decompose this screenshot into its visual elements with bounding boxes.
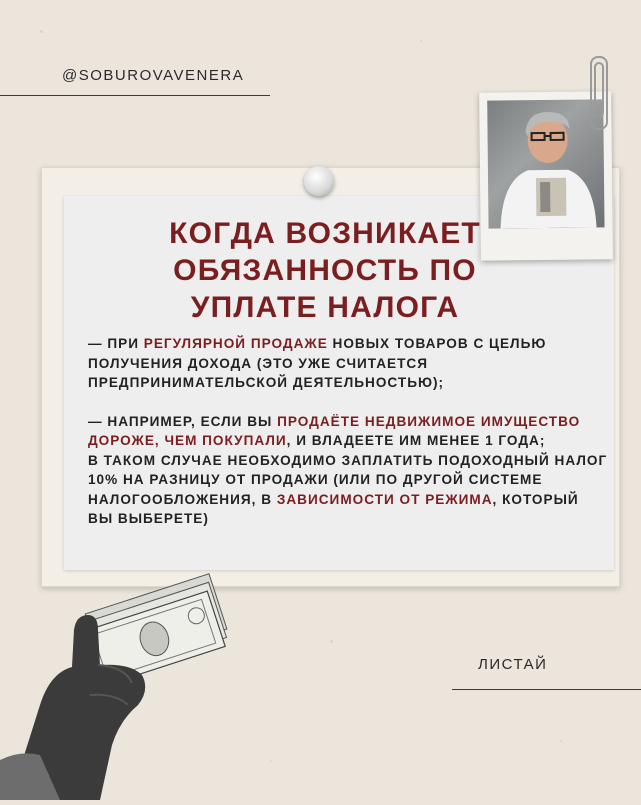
title-line: УПЛАТЕ НАЛОГА	[120, 289, 530, 326]
author-handle: @SOBUROVAVENERA	[62, 67, 244, 84]
paperclip-icon-inner	[594, 62, 604, 118]
paragraph-tax-rate	[88, 451, 608, 529]
text: НОВЫХ ТОВАРОВ С ЦЕЛЬЮ ПОЛУЧЕНИЯ ДОХОДА (ЭТО УЖЕ СЧИТАЕТСЯ ПРЕДПРИНИМАТЕЛЬСКОЙ ДЕЯТЕЛЬНОСТЬЮ);	[88, 336, 546, 390]
body-text	[88, 334, 608, 529]
swipe-label: ЛИСТАЙ	[478, 656, 547, 673]
highlight-text: ПРОДАЁТЕ НЕДВИЖИМОЕ ИМУЩЕСТВО ДОРОЖЕ, ЧЕМ ПОКУПАЛИ	[88, 414, 580, 449]
page-title	[120, 215, 530, 326]
title-line: КОГДА ВОЗНИКАЕТ	[120, 215, 530, 252]
paragraph-regular-sales	[88, 334, 608, 393]
highlight-text: ЗАВИСИМОСТИ ОТ РЕЖИМА	[277, 492, 493, 507]
hand-with-money-icon	[0, 555, 230, 800]
pushpin-icon	[304, 166, 334, 196]
divider-top	[0, 95, 270, 96]
text: , И ВЛАДЕЕТЕ ИМ МЕНЕЕ 1 ГОДА;	[287, 433, 546, 448]
paper-speck	[420, 40, 422, 42]
divider-bottom	[452, 689, 641, 690]
paper-speck	[270, 760, 272, 762]
highlight-text: РЕГУЛЯРНОЙ ПРОДАЖЕ	[144, 336, 328, 351]
paragraph-real-estate	[88, 412, 608, 451]
author-photo	[487, 99, 604, 228]
text: В ТАКОМ СЛУЧАЕ НЕОБХОДИМО ЗАПЛАТИТЬ ПОДОХОДНЫЙ НАЛОГ 10% НА РАЗНИЦУ ОТ ПРОДАЖИ (ИЛИ ПО ДРУГОЙ СИСТЕМЕ НАЛОГООБЛОЖЕНИЯ, В	[88, 453, 607, 507]
paper-speck	[330, 640, 333, 643]
paper-speck	[40, 30, 43, 33]
text: — ПРИ	[88, 336, 144, 351]
title-line: ОБЯЗАННОСТЬ ПО	[120, 252, 530, 289]
paper-speck	[560, 740, 562, 742]
text: — НАПРИМЕР, ЕСЛИ ВЫ	[88, 414, 277, 429]
text: , КОТОРЫЙ ВЫ ВЫБЕРЕТЕ)	[88, 492, 579, 527]
